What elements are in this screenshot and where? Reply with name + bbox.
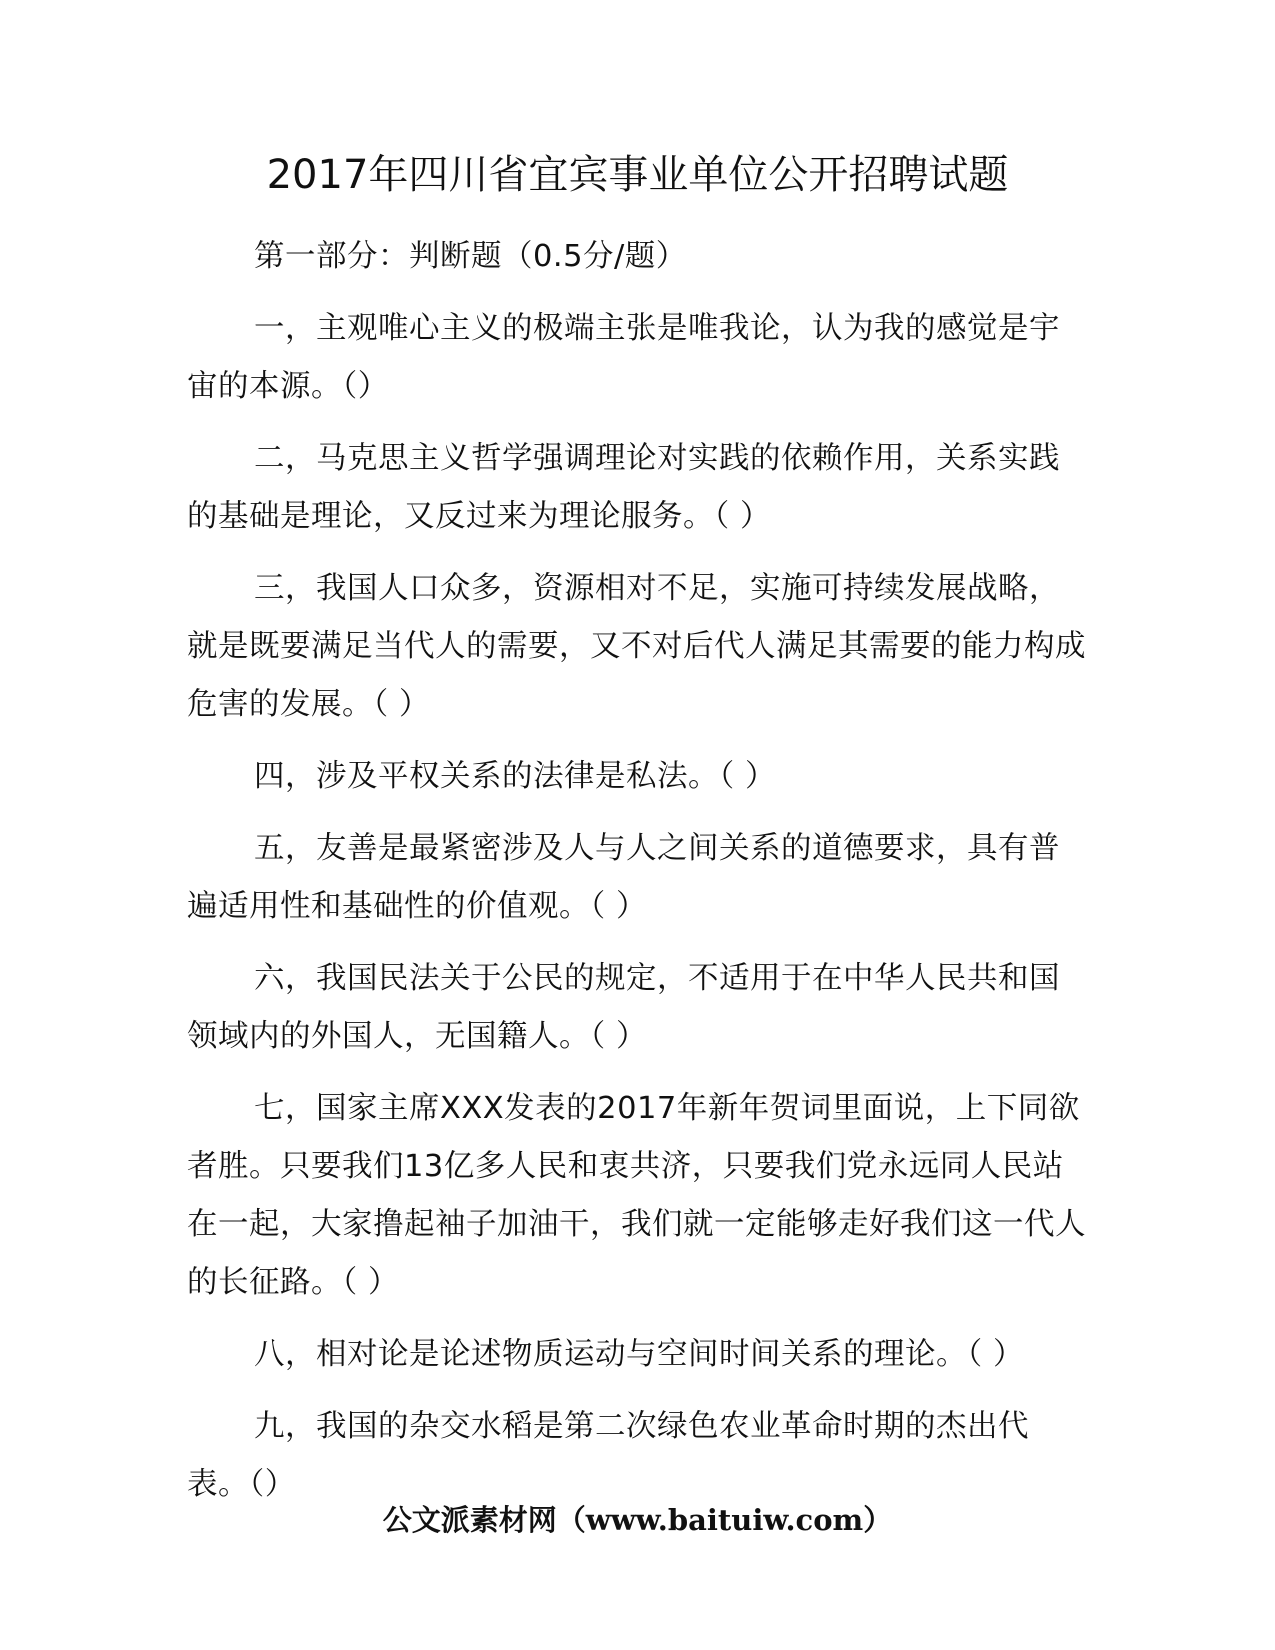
question-8: 八，相对论是论述物质运动与空间时间关系的理论。（ ）	[254, 1337, 1024, 1372]
question-4: 四，涉及平权关系的法律是私法。（ ）	[254, 759, 776, 794]
section-heading: 第一部分：判断题（0.5分/题）	[254, 239, 687, 274]
question-7: 七，国家主席XXX发表的2017年新年贺词里面说，上下同欲者胜。只要我们13亿多人民和衷共济，只要我们党永远同人民站在一起，大家撸起袖子加油干，我们就一定能够走好我们这一代人的长征路。（ ）	[187, 1091, 1086, 1300]
document-body	[187, 228, 1087, 1528]
source-footer: 公文派素材网（www.baituiw.com）	[382, 1503, 893, 1537]
question-5: 五，友善是最紧密涉及人与人之间关系的道德要求，具有普遍适用性和基础性的价值观。（ ）	[187, 831, 1060, 924]
document-title: 2017年四川省宜宾事业单位公开招聘试题	[266, 152, 1009, 198]
question-2: 二，马克思主义哲学强调理论对实践的依赖作用，关系实践的基础是理论，又反过来为理论服务。（ ）	[187, 441, 1060, 534]
question-6: 六，我国民法关于公民的规定，不适用于在中华人民共和国领域内的外国人，无国籍人。（ ）	[187, 961, 1060, 1054]
question-1: 一，主观唯心主义的极端主张是唯我论，认为我的感觉是宇宙的本源。（）	[187, 311, 1060, 404]
question-3: 三，我国人口众多，资源相对不足，实施可持续发展战略，就是既要满足当代人的需要，又不对后代人满足其需要的能力构成危害的发展。（ ）	[187, 571, 1086, 722]
question-9: 九，我国的杂交水稻是第二次绿色农业革命时期的杰出代表。（）	[187, 1409, 1029, 1502]
